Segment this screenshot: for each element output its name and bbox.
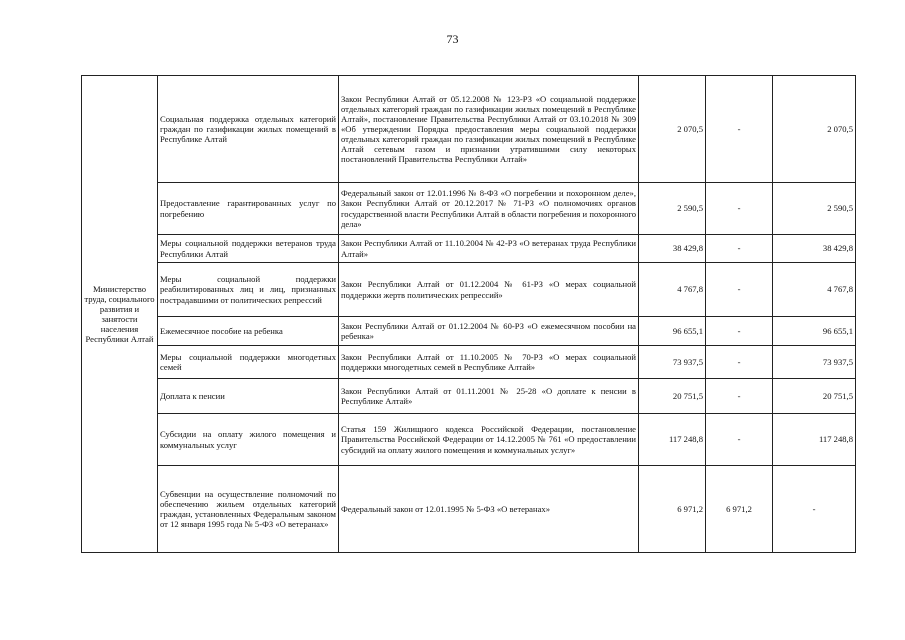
measure-cell: Предоставление гарантированных услуг по погребению [158, 183, 339, 235]
measure-cell: Меры социальной поддержки многодетных семей [158, 346, 339, 379]
amount-total-cell: 73 937,5 [639, 346, 706, 379]
amount-regional-cell: 20 751,5 [773, 379, 856, 414]
measure-cell: Субвенции на осуществление полномочий по обеспечению жильем отдельных категорий граждан, установленных Федеральным законом от 12 января 1995 года № 5-ФЗ «О ветеранах» [158, 466, 339, 553]
amount-federal-cell: - [706, 317, 773, 346]
amount-regional-cell: 117 248,8 [773, 414, 856, 466]
law-cell: Федеральный закон от 12.01.1996 № 8-ФЗ «О погребении и похоронном деле», Закон Республики Алтай от 20.12.2017 № 71-РЗ «О полномочиях органов государственной власти Республики Алтай в области погребения и похоронного дела» [339, 183, 639, 235]
table-row [82, 466, 856, 553]
amount-total-cell: 2 590,5 [639, 183, 706, 235]
amount-federal-cell: - [706, 183, 773, 235]
amount-total-cell: 4 767,8 [639, 263, 706, 317]
law-cell: Закон Республики Алтай от 01.11.2001 № 25-28 «О доплате к пенсии в Республике Алтай» [339, 379, 639, 414]
amount-regional-cell: 73 937,5 [773, 346, 856, 379]
amount-regional-cell: 2 590,5 [773, 183, 856, 235]
amount-total-cell: 117 248,8 [639, 414, 706, 466]
law-cell: Статья 159 Жилищного кодекса Российской Федерации, постановление Правительства Российской Федерации от 14.12.2005 № 761 «О предоставлении субсидий на оплату жилого помещения и коммунальных услуг» [339, 414, 639, 466]
amount-total-cell: 6 971,2 [639, 466, 706, 553]
budget-table [81, 75, 856, 553]
measure-cell: Доплата к пенсии [158, 379, 339, 414]
amount-federal-cell: - [706, 263, 773, 317]
amount-federal-cell: - [706, 414, 773, 466]
page-number: 73 [446, 32, 459, 46]
amount-federal-cell: - [706, 346, 773, 379]
amount-regional-cell: 4 767,8 [773, 263, 856, 317]
law-cell: Закон Республики Алтай от 01.12.2004 № 61-РЗ «О мерах социальной поддержки жертв политических репрессий» [339, 263, 639, 317]
amount-federal-cell: - [706, 235, 773, 263]
measure-cell: Меры социальной поддержки реабилитированных лиц и лиц, признанных пострадавшими от политических репрессий [158, 263, 339, 317]
measure-cell: Социальная поддержка отдельных категорий граждан по газификации жилых помещений в Республике Алтай [158, 76, 339, 183]
law-cell: Закон Республики Алтай от 11.10.2004 № 42-РЗ «О ветеранах труда Республики Алтай» [339, 235, 639, 263]
table-row [82, 183, 856, 235]
table-row [82, 317, 856, 346]
table-row [82, 235, 856, 263]
amount-federal-cell: 6 971,2 [706, 466, 773, 553]
amount-federal-cell: - [706, 76, 773, 183]
table-row [82, 76, 856, 183]
table-row [82, 414, 856, 466]
measure-cell: Меры социальной поддержки ветеранов труда Республики Алтай [158, 235, 339, 263]
law-cell: Закон Республики Алтай от 05.12.2008 № 123-РЗ «О социальной поддержке отдельных категорий граждан по газификации жилых помещений в Республике Алтай», постановление Правительства Республики Алтай от 03.10.2018 № 309 «Об утверждении Порядка предоставления меры социальной поддержки отдельных категорий граждан по газификации жилых помещений в Республике Алтай сетевым газом и признании утратившими силу некоторых постановлений Правительства Республики Алтай» [339, 76, 639, 183]
table-row [82, 263, 856, 317]
amount-regional-cell: - [773, 466, 856, 553]
measure-cell: Субсидии на оплату жилого помещения и коммунальных услуг [158, 414, 339, 466]
measure-cell: Ежемесячное пособие на ребенка [158, 317, 339, 346]
amount-total-cell: 38 429,8 [639, 235, 706, 263]
amount-total-cell: 20 751,5 [639, 379, 706, 414]
amount-regional-cell: 38 429,8 [773, 235, 856, 263]
amount-total-cell: 2 070,5 [639, 76, 706, 183]
amount-federal-cell: - [706, 379, 773, 414]
law-cell: Закон Республики Алтай от 11.10.2005 № 70-РЗ «О мерах социальной поддержки многодетных семей в Республике Алтай» [339, 346, 639, 379]
table-row [82, 379, 856, 414]
ministry-cell: Министерство труда, социального развития и занятости населения Республики Алтай [82, 76, 158, 553]
amount-regional-cell: 2 070,5 [773, 76, 856, 183]
table-row [82, 346, 856, 379]
law-cell: Федеральный закон от 12.01.1995 № 5-ФЗ «О ветеранах» [339, 466, 639, 553]
amount-regional-cell: 96 655,1 [773, 317, 856, 346]
law-cell: Закон Республики Алтай от 01.12.2004 № 60-РЗ «О ежемесячном пособии на ребенка» [339, 317, 639, 346]
amount-total-cell: 96 655,1 [639, 317, 706, 346]
